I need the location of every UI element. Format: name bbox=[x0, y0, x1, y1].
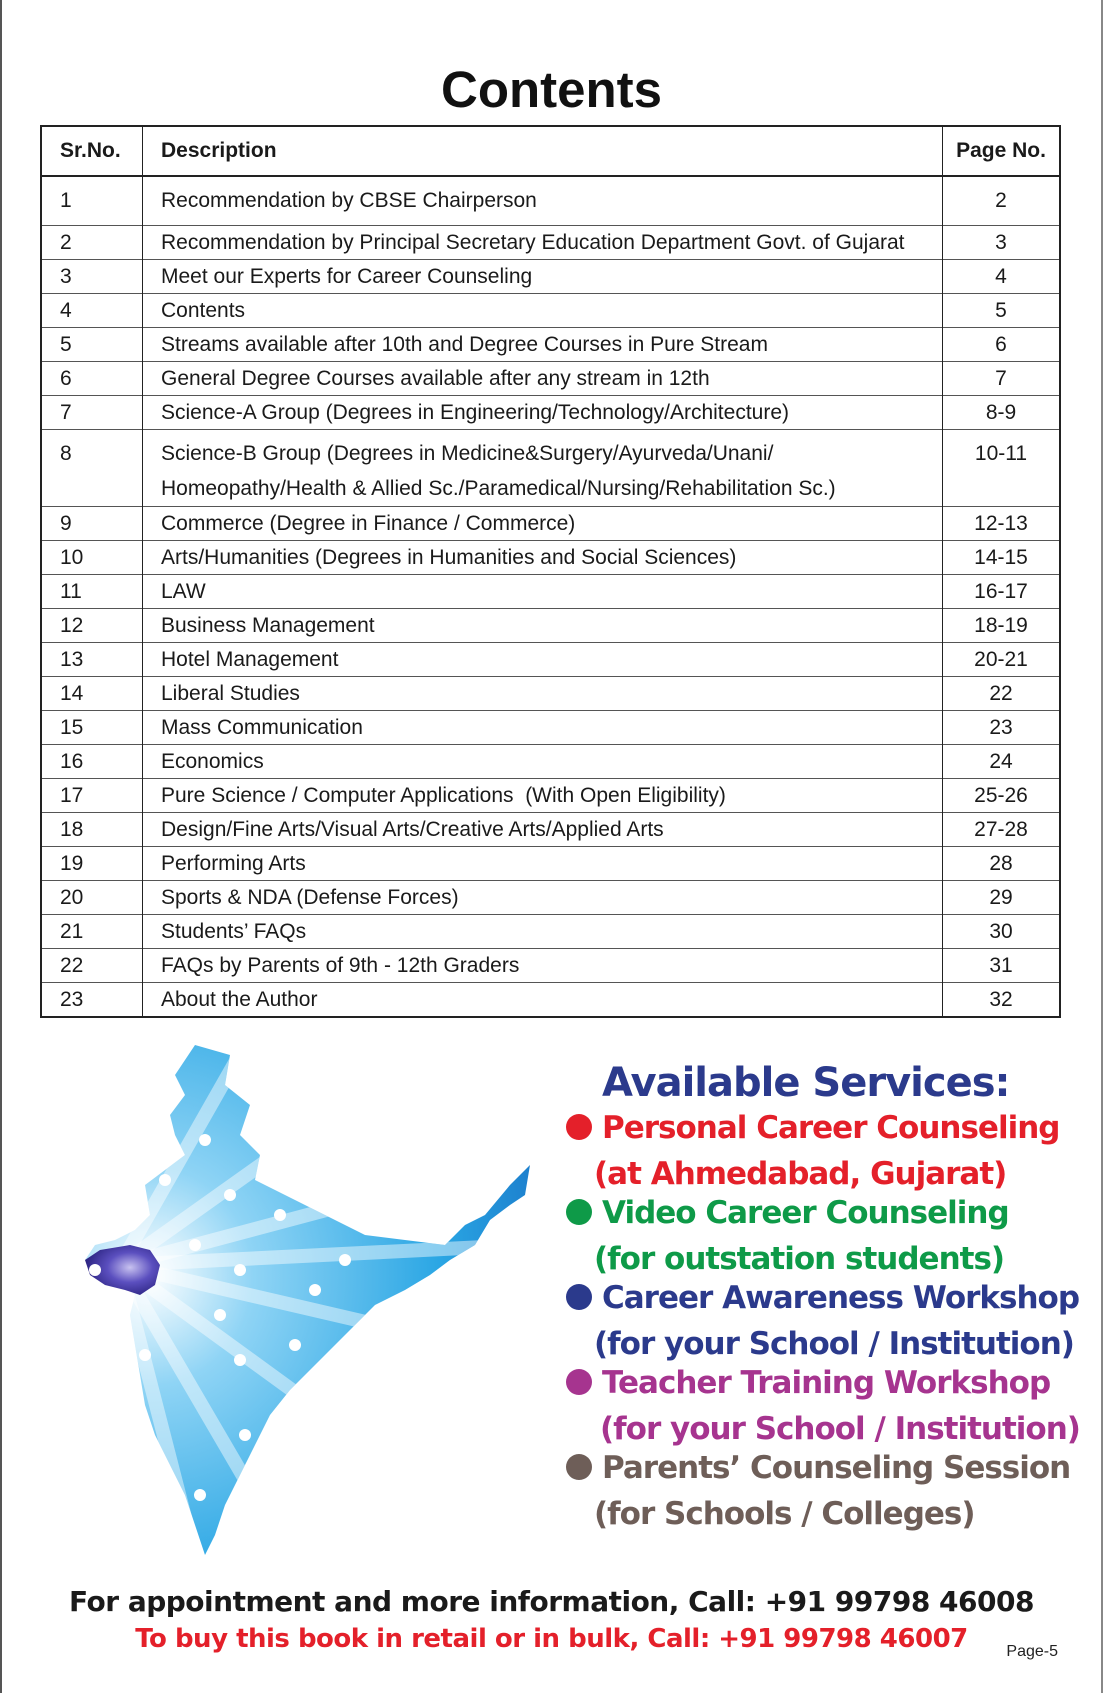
table-row bbox=[41, 983, 1060, 1018]
page-title: Contents bbox=[441, 61, 662, 118]
table-row bbox=[41, 541, 1060, 575]
india-map-icon bbox=[45, 1045, 565, 1595]
table-row bbox=[41, 176, 1060, 226]
table-row bbox=[41, 396, 1060, 430]
table-row bbox=[41, 294, 1060, 328]
row-page: 30 bbox=[943, 915, 1061, 949]
brown-bullet-icon bbox=[566, 1454, 592, 1480]
table-row bbox=[41, 677, 1060, 711]
service-title: Career Awareness Workshop bbox=[602, 1280, 1080, 1316]
row-page: 16-17 bbox=[943, 575, 1061, 609]
row-number: 19 bbox=[41, 847, 143, 881]
row-description: Performing Arts bbox=[143, 847, 943, 881]
table-row bbox=[41, 507, 1060, 541]
service-career-awareness-workshop bbox=[566, 1280, 1086, 1362]
table-header-row bbox=[41, 126, 1060, 176]
row-page: 3 bbox=[943, 226, 1061, 260]
row-page: 10-11 bbox=[943, 430, 1061, 507]
row-description: Mass Communication bbox=[143, 711, 943, 745]
row-number: 7 bbox=[41, 396, 143, 430]
row-number: 9 bbox=[41, 507, 143, 541]
service-teacher-training-workshop bbox=[566, 1365, 1086, 1447]
service-parents-counseling bbox=[566, 1450, 1086, 1532]
row-number: 12 bbox=[41, 609, 143, 643]
table-row bbox=[41, 881, 1060, 915]
row-number: 2 bbox=[41, 226, 143, 260]
row-description: LAW bbox=[143, 575, 943, 609]
row-description: Meet our Experts for Career Counseling bbox=[143, 260, 943, 294]
red-bullet-icon bbox=[566, 1114, 592, 1140]
row-description-line-2: Homeopathy/Health & Allied Sc./Paramedical/Nursing/Rehabilitation Sc.) bbox=[161, 477, 836, 500]
blue-bullet-icon bbox=[566, 1284, 592, 1310]
row-page: 22 bbox=[943, 677, 1061, 711]
row-description bbox=[143, 430, 943, 507]
row-description: Business Management bbox=[143, 609, 943, 643]
row-description: Recommendation by CBSE Chairperson bbox=[143, 176, 943, 226]
page-border-left bbox=[0, 0, 2, 1693]
row-page: 7 bbox=[943, 362, 1061, 396]
green-bullet-icon bbox=[566, 1199, 592, 1225]
row-page: 23 bbox=[943, 711, 1061, 745]
services-heading: Available Services: bbox=[602, 1060, 1010, 1106]
header-page-no: Page No. bbox=[943, 126, 1061, 176]
table-row bbox=[41, 226, 1060, 260]
row-page: 25-26 bbox=[943, 779, 1061, 813]
row-number: 20 bbox=[41, 881, 143, 915]
row-description: About the Author bbox=[143, 983, 943, 1018]
row-description: Pure Science / Computer Applications (With Open Eligibility) bbox=[143, 779, 943, 813]
table-row bbox=[41, 609, 1060, 643]
row-description: Recommendation by Principal Secretary Education Department Govt. of Gujarat bbox=[143, 226, 943, 260]
service-title: Personal Career Counseling bbox=[602, 1110, 1060, 1146]
row-page: 8-9 bbox=[943, 396, 1061, 430]
row-page: 4 bbox=[943, 260, 1061, 294]
service-title: Video Career Counseling bbox=[602, 1195, 1009, 1231]
row-number: 15 bbox=[41, 711, 143, 745]
row-description: FAQs by Parents of 9th - 12th Graders bbox=[143, 949, 943, 983]
row-description: Students’ FAQs bbox=[143, 915, 943, 949]
service-subtitle: (for your School / Institution) bbox=[594, 1326, 1074, 1362]
row-description: Science-A Group (Degrees in Engineering/Technology/Architecture) bbox=[143, 396, 943, 430]
header-sr-no: Sr.No. bbox=[41, 126, 143, 176]
table-row bbox=[41, 847, 1060, 881]
table-row bbox=[41, 745, 1060, 779]
row-description: General Degree Courses available after any stream in 12th bbox=[143, 362, 943, 396]
purple-bullet-icon bbox=[566, 1369, 592, 1395]
row-page: 27-28 bbox=[943, 813, 1061, 847]
row-page: 20-21 bbox=[943, 643, 1061, 677]
row-description: Arts/Humanities (Degrees in Humanities and Social Sciences) bbox=[143, 541, 943, 575]
row-number: 10 bbox=[41, 541, 143, 575]
row-number: 5 bbox=[41, 328, 143, 362]
row-number: 3 bbox=[41, 260, 143, 294]
row-description-line-1: Science-B Group (Degrees in Medicine&Surgery/Ayurveda/Unani/ bbox=[161, 442, 774, 465]
row-number: 4 bbox=[41, 294, 143, 328]
service-subtitle: (at Ahmedabad, Gujarat) bbox=[594, 1156, 1007, 1192]
row-page: 24 bbox=[943, 745, 1061, 779]
row-number: 14 bbox=[41, 677, 143, 711]
row-number: 8 bbox=[41, 430, 143, 507]
row-number: 21 bbox=[41, 915, 143, 949]
row-number: 18 bbox=[41, 813, 143, 847]
table-row bbox=[41, 643, 1060, 677]
row-number: 16 bbox=[41, 745, 143, 779]
row-number: 1 bbox=[41, 176, 143, 226]
service-subtitle: (for Schools / Colleges) bbox=[594, 1496, 975, 1532]
row-number: 11 bbox=[41, 575, 143, 609]
row-page: 12-13 bbox=[943, 507, 1061, 541]
buy-book-contact: To buy this book in retail or in bulk, Call: +91 99798 46007 bbox=[135, 1624, 968, 1654]
appointment-contact: For appointment and more information, Call: +91 99798 46008 bbox=[69, 1585, 1034, 1618]
service-personal-counseling bbox=[566, 1110, 1086, 1192]
row-page: 14-15 bbox=[943, 541, 1061, 575]
table-row bbox=[41, 711, 1060, 745]
table-row bbox=[41, 260, 1060, 294]
table-row bbox=[41, 575, 1060, 609]
service-subtitle: (for your School / Institution) bbox=[600, 1411, 1080, 1447]
row-page: 6 bbox=[943, 328, 1061, 362]
row-description: Sports & NDA (Defense Forces) bbox=[143, 881, 943, 915]
table-row bbox=[41, 915, 1060, 949]
row-number: 17 bbox=[41, 779, 143, 813]
row-number: 22 bbox=[41, 949, 143, 983]
row-description: Streams available after 10th and Degree Courses in Pure Stream bbox=[143, 328, 943, 362]
row-page: 18-19 bbox=[943, 609, 1061, 643]
row-description: Hotel Management bbox=[143, 643, 943, 677]
row-page: 32 bbox=[943, 983, 1061, 1018]
row-page: 2 bbox=[995, 189, 1007, 212]
table-row bbox=[41, 328, 1060, 362]
service-subtitle: (for outstation students) bbox=[594, 1241, 1005, 1277]
service-video-counseling bbox=[566, 1195, 1086, 1277]
service-title: Parents’ Counseling Session bbox=[602, 1450, 1071, 1486]
row-description: Economics bbox=[143, 745, 943, 779]
table-row bbox=[41, 949, 1060, 983]
row-page: 5 bbox=[943, 294, 1061, 328]
page-number: Page-5 bbox=[1006, 1643, 1058, 1660]
row-description: Contents bbox=[143, 294, 943, 328]
row-number: 13 bbox=[41, 643, 143, 677]
row-number: 6 bbox=[41, 362, 143, 396]
table-row bbox=[41, 362, 1060, 396]
table-row bbox=[41, 779, 1060, 813]
row-description: Commerce (Degree in Finance / Commerce) bbox=[143, 507, 943, 541]
row-page: 28 bbox=[943, 847, 1061, 881]
table-row bbox=[41, 813, 1060, 847]
row-description: Design/Fine Arts/Visual Arts/Creative Arts/Applied Arts bbox=[143, 813, 943, 847]
row-page: 29 bbox=[943, 881, 1061, 915]
row-page: 31 bbox=[943, 949, 1061, 983]
header-description: Description bbox=[143, 126, 943, 176]
contents-table bbox=[40, 125, 1061, 1018]
row-description: Liberal Studies bbox=[143, 677, 943, 711]
service-title: Teacher Training Workshop bbox=[602, 1365, 1051, 1401]
row-number: 23 bbox=[41, 983, 143, 1018]
table-row bbox=[41, 430, 1060, 507]
